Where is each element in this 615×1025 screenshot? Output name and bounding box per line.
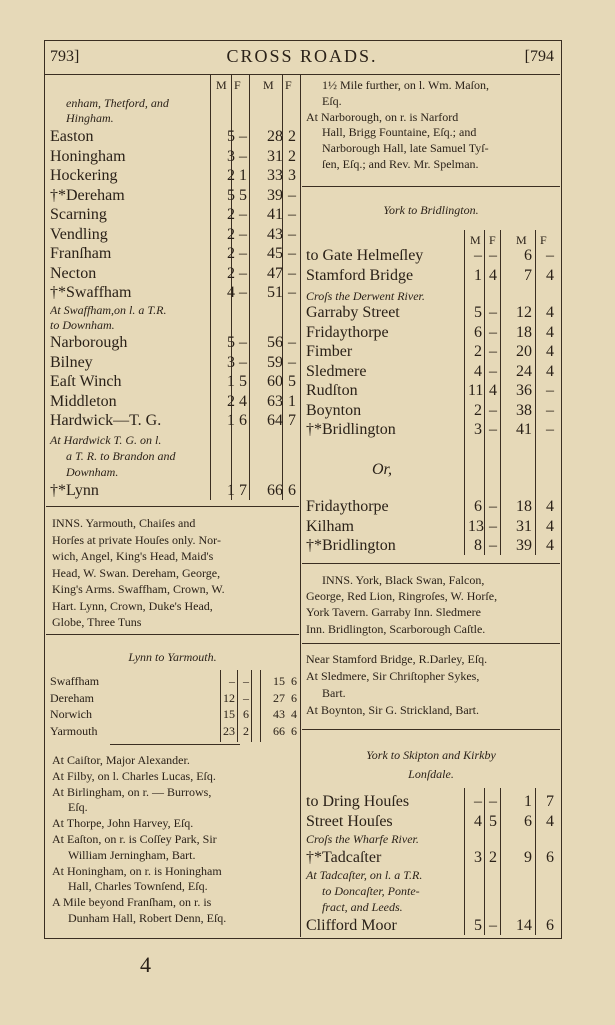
furlongs-cell: –	[239, 353, 247, 371]
page-title: CROSS ROADS.	[226, 46, 378, 66]
table-rule	[484, 788, 485, 935]
total-furlongs-cell: –	[288, 225, 296, 243]
miles-cell: 2	[227, 245, 235, 262]
col-header-m: M	[263, 78, 274, 92]
furlongs-cell: 6	[239, 412, 247, 429]
table-rule	[464, 788, 465, 935]
inns-text: George, Red Lion, Ringroſes, W. Horſe,	[306, 589, 498, 604]
total-furlongs-cell: 3	[288, 167, 296, 184]
route-place: Rudſton	[306, 382, 358, 399]
seat-text: At Thorpe, John Harvey, Eſq.	[52, 816, 194, 831]
left-page-number: 793]	[50, 48, 80, 65]
furlongs-cell: –	[239, 128, 247, 145]
miles-cell: 3	[474, 421, 482, 438]
total-furlongs-cell: 4	[546, 498, 554, 515]
total-furlongs-cell: 6	[546, 917, 554, 934]
furlongs-cell: –	[489, 247, 497, 264]
miles-cell: 2	[227, 392, 235, 410]
total-miles-cell: 59	[267, 353, 283, 371]
route-note: a T. R. to Brandon and	[66, 449, 176, 463]
furlongs-cell: –	[489, 304, 497, 321]
miles-cell: 5	[227, 334, 235, 351]
total-miles-cell: 31	[516, 517, 532, 535]
route-note: Downham.	[66, 465, 119, 479]
furlongs-cell: –	[239, 334, 247, 351]
route-place: Swaffham	[50, 674, 100, 688]
route-place: †*Bridlington	[306, 421, 396, 438]
miles-cell: 8	[474, 537, 482, 554]
total-furlongs-cell: 4	[546, 343, 554, 360]
total-furlongs-cell: –	[288, 284, 296, 301]
furlongs-cell: –	[489, 401, 497, 419]
route-place: Franſham	[50, 245, 112, 262]
total-miles-cell: 12	[516, 304, 532, 321]
route-note: At Hardwick T. G. on l.	[50, 433, 162, 447]
route-place: †*Bridlington	[306, 537, 396, 554]
route-title: York to Bridlington.	[383, 203, 479, 217]
route-place: Stamford Bridge	[306, 266, 414, 284]
route-place: Honingham	[50, 147, 126, 165]
inns-text: Head, W. Swan. Dereham, George,	[52, 565, 221, 580]
total-furlongs-cell: –	[288, 186, 296, 204]
seat-text: A Mile beyond Franſham, on r. is	[52, 895, 212, 910]
route-place: Boynton	[306, 401, 362, 419]
furlongs-cell: –	[489, 362, 497, 380]
total-furlongs-cell: 4	[546, 812, 554, 830]
miles-cell: 3	[227, 353, 235, 371]
inns-text: Hart. Lynn, Crown, Duke's Head,	[52, 598, 213, 613]
right-page-number: [794	[524, 48, 554, 65]
route-note: enham, Thetford, and	[66, 96, 169, 110]
total-miles-cell: 66	[267, 482, 283, 499]
seat-text: Narborough Hall, late Samuel Tyſ-	[322, 141, 489, 156]
total-furlongs-cell: 6	[291, 690, 297, 705]
total-miles-cell: 6	[524, 812, 532, 830]
total-furlongs-cell: 2	[288, 128, 296, 145]
section-rule	[302, 729, 560, 730]
furlongs-cell: –	[239, 284, 247, 301]
furlongs-cell: –	[489, 343, 497, 360]
miles-cell: 5	[227, 186, 235, 204]
section-rule	[302, 186, 560, 187]
running-header	[44, 40, 560, 75]
seat-text: At Narborough, on r. is Narford	[306, 109, 459, 124]
seat-text: Dunham Hall, Robert Denn, Eſq.	[68, 911, 227, 925]
furlongs-cell: –	[243, 674, 249, 688]
total-furlongs-cell: 6	[291, 674, 297, 688]
total-miles-cell: 39	[267, 186, 283, 204]
total-miles-cell: 47	[267, 264, 283, 282]
total-furlongs-cell: –	[288, 245, 296, 262]
total-furlongs-cell: 2	[288, 147, 296, 165]
total-miles-cell: 27	[273, 690, 285, 705]
seat-text: Hall, Brigg Fountaine, Eſq.; and	[322, 125, 477, 140]
furlongs-cell: –	[239, 245, 247, 262]
miles-cell: 3	[227, 147, 235, 165]
total-furlongs-cell: 7	[288, 412, 296, 429]
total-furlongs-cell: –	[546, 247, 554, 264]
route-place: †*Tadcaſter	[306, 849, 382, 866]
total-miles-cell: 18	[516, 498, 532, 515]
route-place: Fridaythorpe	[306, 323, 389, 341]
miles-cell: 2	[227, 167, 235, 184]
inns-text: King's Arms. Swaffham, Crown, W.	[52, 582, 225, 596]
furlongs-cell: 5	[239, 373, 247, 390]
route-place: Yarmouth	[50, 723, 98, 738]
table-rule	[210, 74, 211, 500]
route-place: Easton	[50, 128, 94, 145]
miles-cell: 6	[474, 323, 482, 341]
route-note: At Swaffham,on l. a T.R.	[50, 303, 167, 317]
total-miles-cell: 63	[267, 392, 283, 410]
route-place: Necton	[50, 264, 97, 282]
furlongs-cell: 6	[243, 707, 249, 721]
route-place: †*Swaffham	[50, 284, 132, 301]
section-rule	[302, 643, 560, 644]
total-furlongs-cell: 4	[546, 362, 554, 380]
route-place: to Dring Houſes	[306, 793, 410, 810]
miles-cell: 5	[474, 304, 482, 321]
total-furlongs-cell: 1	[288, 392, 296, 410]
table-rule	[500, 230, 501, 555]
total-miles-cell: 33	[267, 167, 283, 184]
miles-cell: 15	[223, 707, 235, 721]
miles-cell: –	[229, 674, 235, 688]
route-place: Scarning	[50, 206, 107, 223]
seat-text: At Filby, on l. Charles Lucas, Eſq.	[52, 768, 216, 783]
route-note: Croſs the Wharfe River.	[306, 832, 419, 846]
route-place: †*Dereham	[50, 186, 125, 204]
route-note: At Tadcaſter, on l. a T.R.	[306, 868, 423, 882]
miles-cell: 3	[474, 849, 482, 866]
total-miles-cell: 15	[273, 674, 285, 688]
furlongs-cell: 4	[489, 266, 497, 284]
miles-cell: 1	[227, 412, 235, 429]
inns-text: INNS. York, Black Swan, Falcon,	[322, 573, 485, 587]
total-miles-cell: 20	[516, 343, 532, 360]
furlongs-cell: 5	[489, 812, 497, 830]
route-place: †*Lynn	[50, 482, 99, 499]
seat-text: At Eaſton, on r. is Coſſey Park, Sir	[52, 832, 217, 846]
route-title: Lynn to Yarmouth.	[128, 650, 217, 664]
total-furlongs-cell: 4	[291, 707, 297, 721]
furlongs-cell: –	[489, 537, 497, 554]
table-rule	[237, 670, 238, 742]
miles-cell: 1	[227, 482, 235, 499]
route-place: Fimber	[306, 343, 353, 360]
miles-cell: 2	[227, 264, 235, 282]
miles-cell: –	[474, 247, 482, 264]
total-miles-cell: 28	[267, 128, 283, 145]
col-header-m: M	[216, 78, 227, 92]
miles-cell: 23	[223, 723, 235, 738]
total-furlongs-cell: 4	[546, 537, 554, 554]
furlongs-cell: 2	[489, 849, 497, 866]
section-rule	[110, 744, 240, 745]
table-rule	[535, 230, 536, 555]
miles-cell: 2	[474, 343, 482, 360]
inns-text: Horſes at private Houſes only. Nor-	[52, 532, 221, 547]
total-furlongs-cell: 4	[546, 266, 554, 284]
total-furlongs-cell: 5	[288, 373, 296, 390]
total-miles-cell: 56	[267, 334, 283, 351]
seat-text: At Caiſtor, Major Alexander.	[52, 753, 190, 767]
route-place: Vendling	[50, 225, 108, 243]
inns-text: Inn. Bridlington, Scarborough Caſtle.	[306, 621, 486, 636]
total-furlongs-cell: –	[546, 401, 554, 419]
route-title: Lonſdale.	[408, 767, 454, 781]
route-place: Fridaythorpe	[306, 498, 389, 515]
col-header-f: F	[489, 233, 496, 247]
furlongs-cell: –	[489, 498, 497, 515]
miles-cell: 2	[227, 225, 235, 243]
total-furlongs-cell: –	[288, 264, 296, 282]
total-miles-cell: 38	[516, 401, 532, 419]
total-furlongs-cell: 6	[288, 482, 296, 499]
inns-text: York Tavern. Garraby Inn. Sledmere	[306, 605, 482, 620]
furlongs-cell: 7	[239, 482, 247, 499]
furlongs-cell: 5	[239, 186, 247, 204]
miles-cell: 4	[474, 812, 482, 830]
miles-cell: 5	[474, 917, 482, 934]
seat-text: Hall, Charles Townſend, Eſq.	[68, 879, 208, 894]
total-furlongs-cell: –	[546, 421, 554, 438]
total-miles-cell: 36	[516, 382, 532, 399]
table-rule	[500, 788, 501, 935]
table-rule	[251, 670, 252, 742]
total-miles-cell: 9	[524, 849, 532, 866]
furlongs-cell: –	[239, 206, 247, 223]
table-rule	[464, 230, 465, 555]
seat-text: 1½ Mile further, on l. Wm. Maſon,	[322, 78, 489, 92]
miles-cell: 2	[474, 401, 482, 419]
total-miles-cell: 39	[516, 537, 532, 554]
total-miles-cell: 31	[267, 147, 283, 165]
table-rule	[484, 230, 485, 555]
furlongs-cell: –	[489, 917, 497, 934]
total-furlongs-cell: 4	[546, 323, 554, 341]
route-place: Norwich	[50, 707, 92, 721]
total-furlongs-cell: 4	[546, 304, 554, 321]
furlongs-cell: 1	[239, 167, 247, 184]
column-divider	[300, 74, 301, 937]
route-place: Kilham	[306, 517, 354, 535]
total-miles-cell: 18	[516, 323, 532, 341]
col-header-f: F	[285, 78, 292, 92]
route-place: Street Houſes	[306, 812, 393, 830]
seat-text: Eſq.	[68, 800, 88, 815]
seat-text: At Boynton, Sir G. Strickland, Bart.	[306, 703, 479, 717]
route-note: to Doncaſter, Ponte-	[322, 884, 420, 898]
miles-cell: 5	[227, 128, 235, 145]
miles-cell: 12	[223, 690, 235, 705]
total-furlongs-cell: –	[546, 382, 554, 399]
inns-text: Globe, Three Tuns	[52, 615, 142, 629]
miles-cell: 1	[474, 266, 482, 284]
miles-cell: 1	[227, 373, 235, 390]
miles-cell: 13	[468, 517, 484, 535]
total-miles-cell: 41	[267, 206, 283, 223]
route-note: fract, and Leeds.	[322, 900, 403, 914]
seat-text: ſen, Eſq.; and Rev. Mr. Spelman.	[322, 157, 479, 171]
col-header-f: F	[234, 78, 241, 92]
furlongs-cell: 4	[489, 382, 497, 399]
total-miles-cell: 51	[267, 284, 283, 301]
route-place: Middleton	[50, 392, 117, 410]
total-furlongs-cell: 6	[546, 849, 554, 866]
route-note: Croſs the Derwent River.	[306, 289, 425, 303]
total-miles-cell: 60	[267, 373, 283, 390]
total-furlongs-cell: 6	[291, 723, 297, 738]
table-rule	[535, 788, 536, 935]
total-furlongs-cell: –	[288, 334, 296, 351]
total-miles-cell: 1	[524, 793, 532, 810]
furlongs-cell: –	[489, 421, 497, 438]
total-furlongs-cell: –	[288, 206, 296, 223]
seat-text: At Birlingham, on r. — Burrows,	[52, 784, 212, 799]
section-rule	[46, 634, 299, 635]
seat-text: Bart.	[322, 686, 346, 700]
furlongs-cell: 4	[239, 392, 247, 410]
col-header-f: F	[540, 233, 547, 247]
miles-cell: 2	[227, 206, 235, 223]
route-place: Hockering	[50, 167, 118, 184]
total-miles-cell: 43	[267, 225, 283, 243]
furlongs-cell: –	[239, 225, 247, 243]
signature-mark: 4	[140, 952, 151, 977]
route-place: Dereham	[50, 690, 94, 705]
total-miles-cell: 64	[267, 412, 283, 429]
miles-cell: –	[474, 793, 482, 810]
miles-cell: 4	[474, 362, 482, 380]
route-place: Hardwick—T. G.	[50, 412, 162, 429]
route-place: Narborough	[50, 334, 128, 351]
route-place: Sledmere	[306, 362, 367, 380]
col-header-m: M	[470, 233, 481, 247]
table-rule	[260, 670, 261, 742]
total-miles-cell: 14	[516, 917, 532, 934]
route-note: Hingham.	[66, 111, 114, 125]
furlongs-cell: –	[243, 690, 249, 705]
total-furlongs-cell: 4	[546, 517, 554, 535]
total-miles-cell: 43	[273, 707, 285, 721]
section-rule	[46, 506, 299, 507]
col-header-m: M	[516, 233, 527, 247]
inns-text: INNS. Yarmouth, Chaiſes and	[52, 516, 196, 530]
furlongs-cell: –	[239, 147, 247, 165]
seat-text: At Sledmere, Sir Chriſtopher Sykes,	[306, 669, 480, 683]
route-place: to Gate Helmeſley	[306, 247, 424, 264]
route-note: to Downham.	[50, 318, 115, 332]
route-place: Garraby Street	[306, 304, 400, 321]
route-place: Eaſt Winch	[50, 373, 122, 390]
furlongs-cell: –	[489, 323, 497, 341]
total-miles-cell: 41	[516, 421, 532, 438]
section-rule	[302, 563, 560, 564]
total-miles-cell: 6	[524, 247, 532, 264]
total-furlongs-cell: –	[288, 353, 296, 371]
total-miles-cell: 24	[516, 362, 532, 380]
total-furlongs-cell: 7	[546, 793, 554, 810]
seat-text: At Honingham, on r. is Honingham	[52, 863, 222, 878]
furlongs-cell: 2	[243, 723, 249, 738]
inns-text: wich, Angel, King's Head, Maid's	[52, 549, 214, 563]
seat-text: Near Stamford Bridge, R.Darley, Eſq.	[306, 652, 488, 666]
route-or: Or,	[371, 461, 392, 478]
total-miles-cell: 7	[524, 266, 532, 284]
furlongs-cell: –	[489, 793, 497, 810]
table-rule	[249, 74, 250, 500]
seat-text: Eſq.	[322, 93, 342, 108]
route-place: Clifford Moor	[306, 917, 397, 934]
seat-text: William Jerningham, Bart.	[68, 847, 196, 862]
furlongs-cell: –	[489, 517, 497, 535]
route-title: York to Skipton and Kirkby	[366, 748, 496, 762]
miles-cell: 4	[227, 284, 235, 301]
furlongs-cell: –	[239, 264, 247, 282]
miles-cell: 11	[468, 382, 484, 399]
miles-cell: 6	[474, 498, 482, 515]
total-miles-cell: 66	[273, 723, 285, 738]
total-miles-cell: 45	[267, 245, 283, 262]
route-place: Bilney	[50, 353, 93, 371]
